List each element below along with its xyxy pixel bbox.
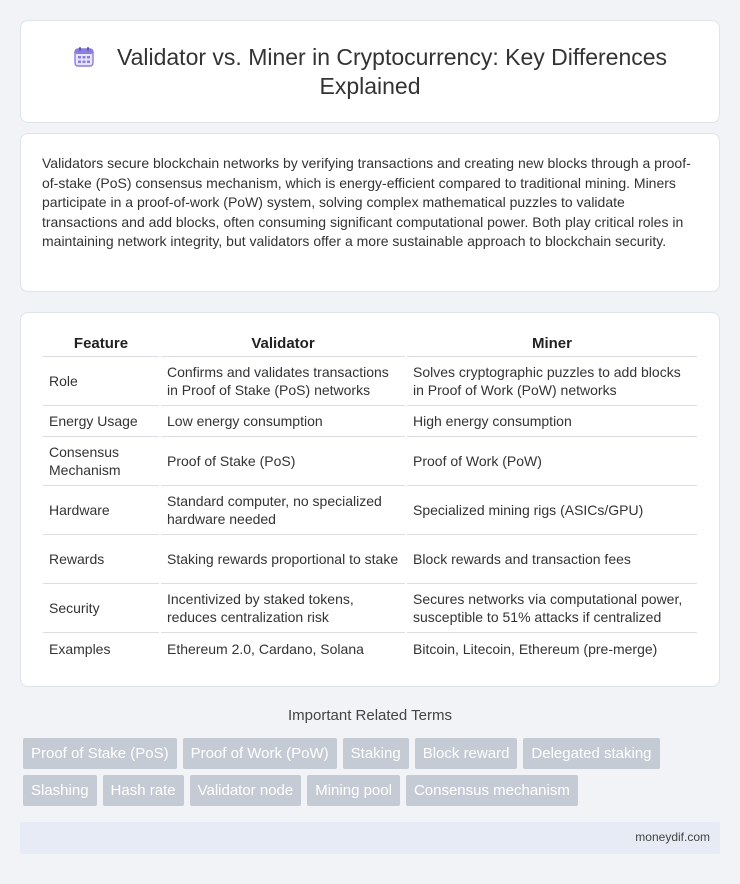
tag-hash-rate[interactable]: Hash rate (103, 775, 184, 806)
cell-miner: Secures networks via computational power, susceptible to 51% attacks if centralized (407, 584, 697, 633)
header-feature: Feature (43, 331, 159, 357)
cell-feature: Examples (49, 640, 111, 657)
tag-delegated-staking[interactable]: Delegated staking (523, 738, 659, 769)
table-row (43, 584, 697, 633)
related-terms-list (23, 738, 723, 812)
tag-block-reward[interactable]: Block reward (415, 738, 518, 769)
table-row (43, 633, 697, 664)
table-row (43, 437, 697, 486)
cell-feature: Role (43, 357, 159, 406)
page-title: Validator vs. Miner in Cryptocurrency: Key Differences Explained (116, 44, 668, 99)
header-validator: Validator (161, 331, 405, 357)
comparison-table (41, 331, 699, 664)
cell-validator: Low energy consumption (161, 406, 405, 437)
tag-mining-pool[interactable]: Mining pool (307, 775, 400, 806)
title-card (20, 20, 720, 123)
footer-site[interactable]: moneydif.com (635, 830, 710, 844)
tag-proof-of-stake[interactable]: Proof of Stake (PoS) (23, 738, 177, 769)
related-terms-heading: Important Related Terms (288, 707, 452, 724)
cell-feature: Consensus Mechanism (43, 437, 159, 486)
table-row (43, 486, 697, 535)
cell-feature: Rewards (43, 535, 159, 584)
tag-validator-node[interactable]: Validator node (190, 775, 302, 806)
cell-feature: Energy Usage (43, 406, 159, 437)
cell-validator: Ethereum 2.0, Cardano, Solana (167, 640, 364, 657)
tag-slashing[interactable]: Slashing (23, 775, 97, 806)
cell-miner: Block rewards and transaction fees (407, 535, 697, 584)
cell-miner: Specialized mining rigs (ASICs/GPU) (407, 486, 697, 535)
cell-miner: High energy consumption (407, 406, 697, 437)
intro-paragraph: Validators secure blockchain networks by verifying transactions and creating new blocks through a proof-of-stake (PoS) consensus mechanism, which is energy-efficient compared to traditional mining. Miners participate in a proof-of-work (PoW) system, solving complex mathematical puzzles to validate transactions and add blocks, often consuming significant computational power. Both play critical roles in maintaining network integrity, but validators offer a more sustainable approach to blockchain security. (42, 155, 691, 249)
tag-proof-of-work[interactable]: Proof of Work (PoW) (183, 738, 337, 769)
cell-miner: Bitcoin, Litecoin, Ethereum (pre-merge) (413, 640, 658, 657)
header-miner: Miner (407, 331, 697, 357)
cell-feature: Security (43, 584, 159, 633)
table-row (43, 406, 697, 437)
comparison-table-card (20, 312, 720, 687)
cell-validator: Confirms and validates transactions in Proof of Stake (PoS) networks (161, 357, 405, 406)
tag-consensus-mechanism[interactable]: Consensus mechanism (406, 775, 578, 806)
table-row (43, 535, 697, 584)
tag-staking[interactable]: Staking (343, 738, 409, 769)
cell-validator: Standard computer, no specialized hardware needed (161, 486, 405, 535)
calendar-icon (73, 46, 95, 68)
cell-validator: Staking rewards proportional to stake (161, 535, 405, 584)
table-row (43, 357, 697, 406)
footer (20, 822, 720, 854)
cell-feature: Hardware (43, 486, 159, 535)
cell-miner: Proof of Work (PoW) (407, 437, 697, 486)
cell-miner: Solves cryptographic puzzles to add blocks in Proof of Work (PoW) networks (407, 357, 697, 406)
intro-card (20, 133, 720, 292)
cell-validator: Incentivized by staked tokens, reduces centralization risk (161, 584, 405, 633)
cell-validator: Proof of Stake (PoS) (161, 437, 405, 486)
